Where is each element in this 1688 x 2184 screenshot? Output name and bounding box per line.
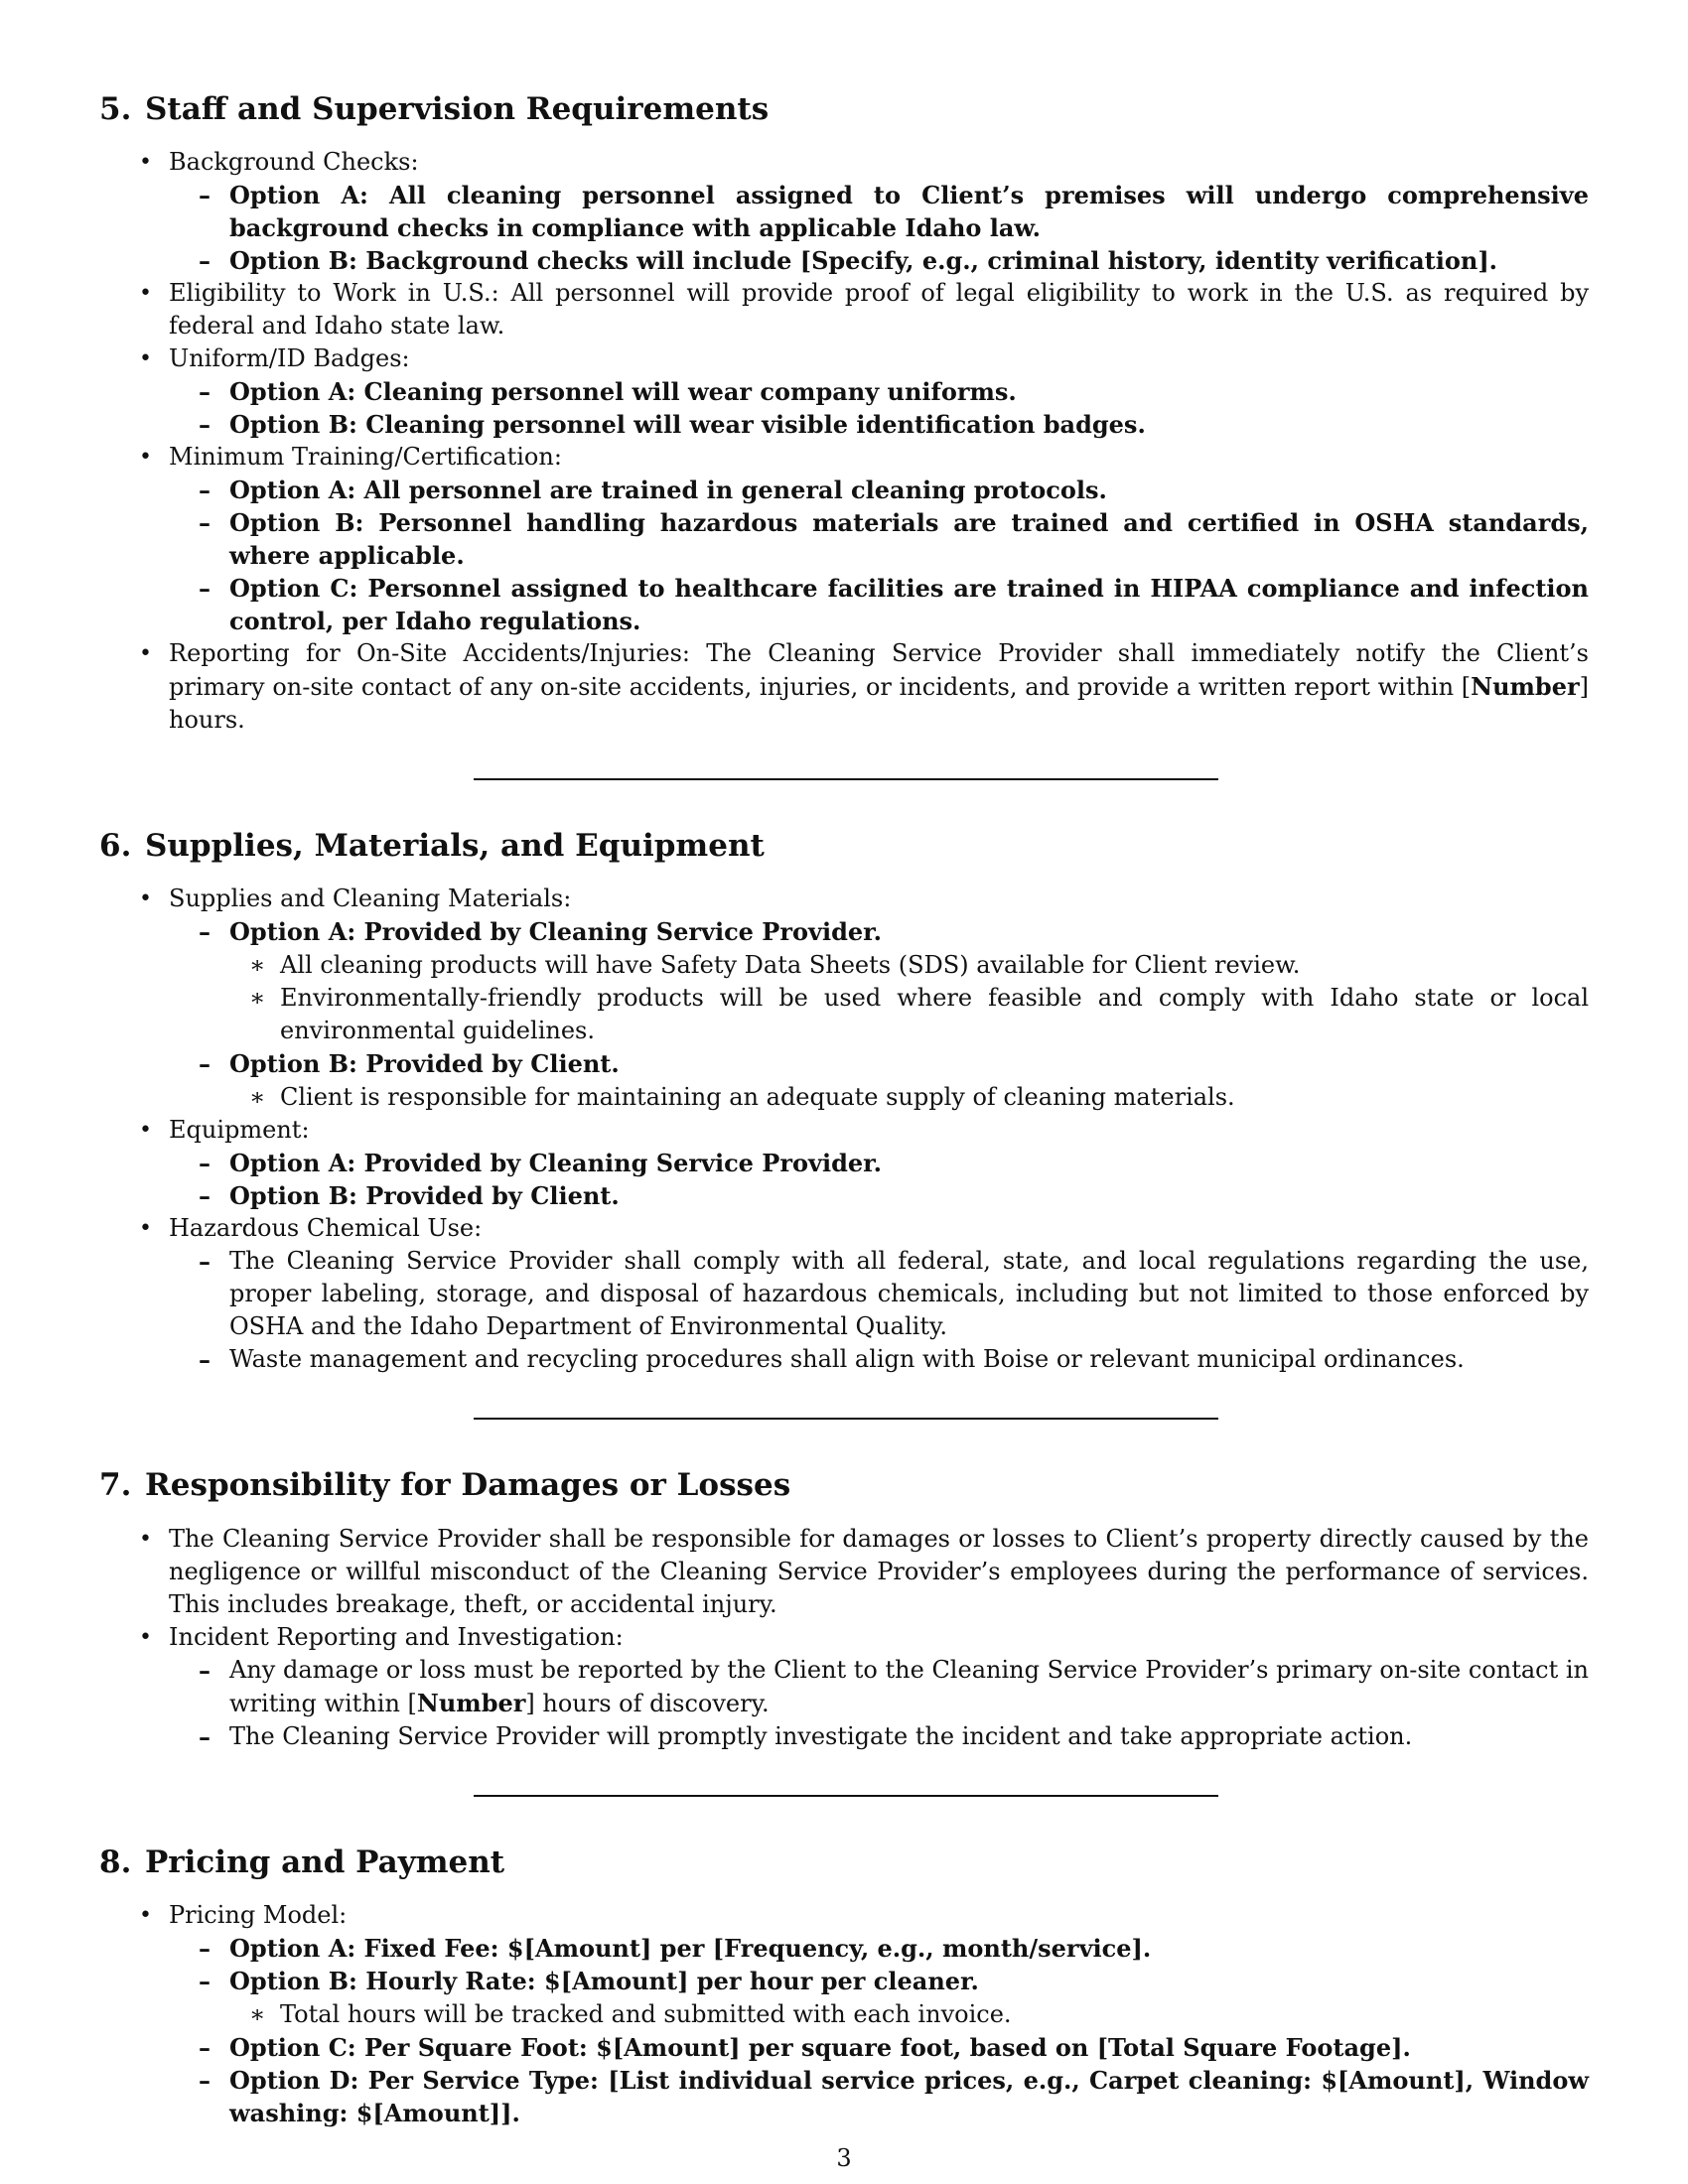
section-number: 6. [99, 828, 132, 865]
option-item: – Option C: Per Square Foot: $[Amount] per square foot, based on [Total Square Footage]. [169, 2031, 1589, 2064]
option-item: – Option D: Per Service Type: [List individual service prices, e.g., Carpet cleaning: $[Amount], Window washing: $[Amount]]. [169, 2064, 1589, 2129]
option-item [169, 1047, 1589, 1114]
list-item: ∗ All cleaning products will have Safety Data Sheets (SDS) available for Client review. [229, 949, 1589, 982]
option-item: – Option A: Fixed Fee: $[Amount] per [Frequency, e.g., month/service]. [169, 1932, 1589, 1965]
section-number: 8. [99, 1843, 132, 1880]
option-item [169, 1965, 1589, 2031]
list-item [99, 637, 1589, 737]
list-item [169, 1654, 1589, 1720]
section-7 [99, 1467, 1589, 1752]
section-heading: Pricing and Payment [145, 1843, 505, 1880]
option-item: – Option C: Personnel assigned to healthcare facilities are trained in HIPAA compliance and infection control, per Idaho regulations. [169, 572, 1589, 637]
sub-list [169, 375, 1589, 441]
section-divider [474, 778, 1218, 780]
document-page [99, 91, 1589, 2129]
item-label: Pricing Model: [169, 1900, 348, 1929]
list-item: • Eligibility to Work in U.S.: All personnel will provide proof of legal eligibility to work in the U.S. as required by federal and Idaho state law. [99, 277, 1589, 342]
placeholder-number: Number [416, 1688, 526, 1717]
section-number: 5. [99, 91, 132, 127]
item-label: Hazardous Chemical Use: [169, 1214, 483, 1243]
option-label: Option A: Provided by Cleaning Service Provider. [229, 917, 882, 947]
sub-list [169, 179, 1589, 277]
text-run: Reporting for On-Site Accidents/Injuries: The Cleaning Service Provider shall immediately notify the Client’s primary on-site contact of any on-site accidents, injuries, or incidents, and provide a written report within [ [169, 639, 1589, 702]
section-title [99, 1844, 1589, 1881]
item-label: Minimum Training/Certification: [169, 443, 562, 472]
list-item [99, 883, 1589, 1114]
item-label: Uniform/ID Badges: [169, 344, 410, 373]
item-label: Background Checks: [169, 148, 419, 177]
list-item [99, 1114, 1589, 1212]
sub-list [169, 1654, 1589, 1753]
section-divider [474, 1795, 1218, 1797]
text-run: Any damage or loss must be reported by the Client to the Cleaning Service Provider’s primary on-site contact in writing within [ [229, 1655, 1589, 1717]
option-item: – Option B: Personnel handling hazardous materials are trained and certified in OSHA standards, where applicable. [169, 506, 1589, 572]
option-item: – Option A: Cleaning personnel will wear company uniforms. [169, 375, 1589, 408]
sub-sub-list [229, 949, 1589, 1047]
bullet-list [99, 1899, 1589, 2129]
list-item: ∗ Environmentally-friendly products will be used where feasible and comply with Idaho state or local environmental guidelines. [229, 982, 1589, 1047]
list-item: • The Cleaning Service Provider shall be responsible for damages or losses to Client’s property directly caused by the negligence or willful misconduct of the Cleaning Service Provider’s employees during the performance of services. This includes breakage, theft, or accidental injury. [99, 1523, 1589, 1621]
section-heading: Staff and Supervision Requirements [145, 91, 770, 127]
section-6 [99, 828, 1589, 1376]
section-heading: Supplies, Materials, and Equipment [145, 828, 765, 865]
section-title [99, 91, 1589, 128]
option-item: – Option B: Cleaning personnel will wear visible identification badges. [169, 408, 1589, 441]
sub-list [169, 474, 1589, 637]
section-5 [99, 91, 1589, 737]
list-item [99, 1621, 1589, 1753]
placeholder-number: Number [1471, 672, 1580, 702]
section-title [99, 1467, 1589, 1504]
text-run: ] hours of discovery. [525, 1689, 770, 1717]
sub-list [169, 1147, 1589, 1212]
bullet-list [99, 146, 1589, 737]
sub-list [169, 1932, 1589, 2129]
bullet-list [99, 883, 1589, 1376]
section-number: 7. [99, 1467, 132, 1504]
list-item [99, 1899, 1589, 2129]
option-label: Option B: Provided by Client. [229, 1049, 620, 1079]
sub-sub-list [229, 1998, 1589, 2031]
item-label: Incident Reporting and Investigation: [169, 1622, 624, 1651]
option-item: – Option B: Background checks will include [Specify, e.g., criminal history, identity verification]. [169, 244, 1589, 277]
sub-list [169, 915, 1589, 1114]
list-item: ∗ Client is responsible for maintaining an adequate supply of cleaning materials. [229, 1081, 1589, 1114]
option-label: Option B: Hourly Rate: $[Amount] per hour per cleaner. [229, 1966, 979, 1995]
text-run: ] hours. [169, 673, 1589, 735]
option-item: – Option A: All cleaning personnel assigned to Client’s premises will undergo comprehensive background checks in compliance with applicable Idaho law. [169, 179, 1589, 244]
section-heading: Responsibility for Damages or Losses [145, 1467, 791, 1504]
page-number: 3 [836, 2144, 852, 2172]
option-item: – Option A: Provided by Cleaning Service Provider. [169, 1147, 1589, 1179]
item-label: Supplies and Cleaning Materials: [169, 885, 572, 913]
list-item [99, 146, 1589, 277]
list-item: – The Cleaning Service Provider will promptly investigate the incident and take appropriate action. [169, 1720, 1589, 1753]
section-divider [474, 1418, 1218, 1420]
list-item [99, 342, 1589, 441]
list-item [99, 1212, 1589, 1376]
section-title [99, 828, 1589, 865]
option-item [169, 915, 1589, 1047]
option-item: – Option B: Provided by Client. [169, 1179, 1589, 1212]
list-item: ∗ Total hours will be tracked and submitted with each invoice. [229, 1998, 1589, 2031]
section-8 [99, 1844, 1589, 2129]
list-item [99, 441, 1589, 637]
list-item: – Waste management and recycling procedures shall align with Boise or relevant municipal ordinances. [169, 1343, 1589, 1376]
item-label: Equipment: [169, 1116, 310, 1145]
list-item: – The Cleaning Service Provider shall comply with all federal, state, and local regulations regarding the use, proper labeling, storage, and disposal of hazardous chemicals, including but not limited to those enforced by OSHA and the Idaho Department of Environmental Quality. [169, 1245, 1589, 1343]
sub-list [169, 1245, 1589, 1376]
bullet-list [99, 1523, 1589, 1753]
sub-sub-list [229, 1081, 1589, 1114]
option-item: – Option A: All personnel are trained in general cleaning protocols. [169, 474, 1589, 506]
